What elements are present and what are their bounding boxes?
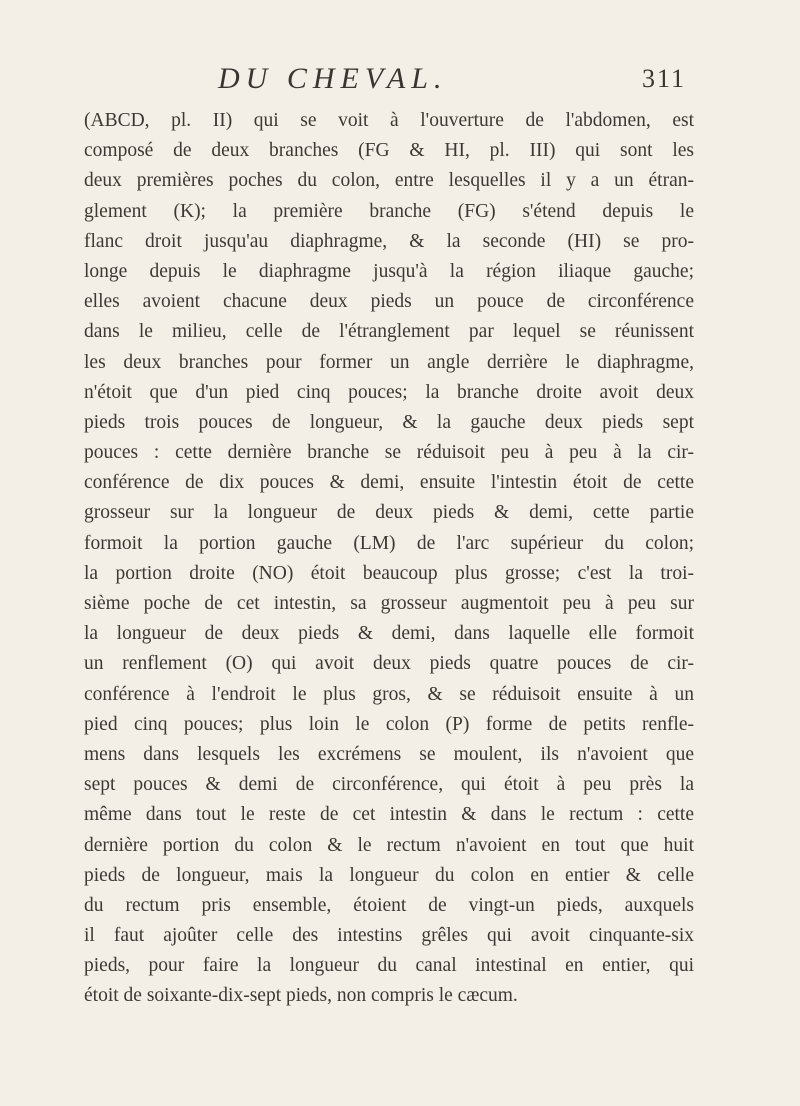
text-line: pouces : cette dernière branche se réduisoit peu à peu à la cir-	[84, 442, 694, 464]
text-line: elles avoient chacune deux pieds un pouce de circonférence	[84, 291, 694, 313]
text-line: dans le milieu, celle de l'étranglement par lequel se réunissent	[84, 321, 694, 343]
text-line: n'étoit que d'un pied cinq pouces; la branche droite avoit deux	[84, 381, 694, 403]
text-line: deux premières poches du colon, entre lesquelles il y a un étran-	[84, 170, 694, 192]
text-line: sept pouces & demi de circonférence, qui étoit à peu près la	[84, 774, 694, 796]
text-line: conférence de dix pouces & demi, ensuite l'intestin étoit de cette	[84, 472, 694, 494]
text-line: la longueur de deux pieds & demi, dans laquelle elle formoit	[84, 623, 694, 645]
text-line: du rectum pris ensemble, étoient de vingt-un pieds, auxquels	[84, 894, 694, 916]
text-line: sième poche de cet intestin, sa grosseur augmentoit peu à peu sur	[84, 593, 694, 614]
text-line: composé de deux branches (FG & HI, pl. III) qui sont les	[84, 140, 694, 162]
text-line: longe depuis le diaphragme jusqu'à la région iliaque gauche;	[84, 260, 694, 282]
text-line: la portion droite (NO) étoit beaucoup plus grosse; c'est la troi-	[84, 562, 694, 584]
text-line: il faut ajoûter celle des intestins grêles qui avoit cinquante-six	[84, 925, 694, 947]
running-title: DU CHEVAL.	[218, 62, 448, 95]
text-line: flanc droit jusqu'au diaphragme, & la seconde (HI) se pro-	[84, 230, 694, 252]
text-line: mens dans lesquels les excrémens se moulent, ils n'avoient que	[84, 743, 694, 765]
text-line: formoit la portion gauche (LM) de l'arc supérieur du colon;	[84, 532, 694, 554]
body-text	[84, 106, 694, 1012]
text-line: glement (K); la première branche (FG) s'étend depuis le	[84, 200, 694, 222]
text-line: même dans tout le reste de cet intestin & dans le rectum : cette	[84, 804, 694, 826]
text-line: pied cinq pouces; plus loin le colon (P) forme de petits renfle-	[84, 713, 694, 735]
text-line: étoit de soixante-dix-sept pieds, non compris le cæcum.	[84, 985, 518, 1007]
text-line: (ABCD, pl. II) qui se voit à l'ouverture de l'abdomen, est	[84, 110, 694, 131]
text-line: les deux branches pour former un angle derrière le diaphragme,	[84, 351, 694, 373]
page-number: 311	[641, 64, 686, 93]
text-line: pieds, pour faire la longueur du canal intestinal en entier, qui	[84, 955, 694, 977]
text-line: grosseur sur la longueur de deux pieds & demi, cette partie	[84, 502, 694, 524]
text-line: pieds trois pouces de longueur, & la gauche deux pieds sept	[84, 411, 694, 433]
text-line: un renflement (O) qui avoit deux pieds quatre pouces de cir-	[84, 653, 694, 675]
text-line: pieds de longueur, mais la longueur du colon en entier & celle	[84, 864, 694, 886]
text-line: dernière portion du colon & le rectum n'avoient en tout que huit	[84, 834, 694, 856]
page-header	[90, 62, 690, 102]
text-line: conférence à l'endroit le plus gros, & se réduisoit ensuite à un	[84, 683, 694, 705]
